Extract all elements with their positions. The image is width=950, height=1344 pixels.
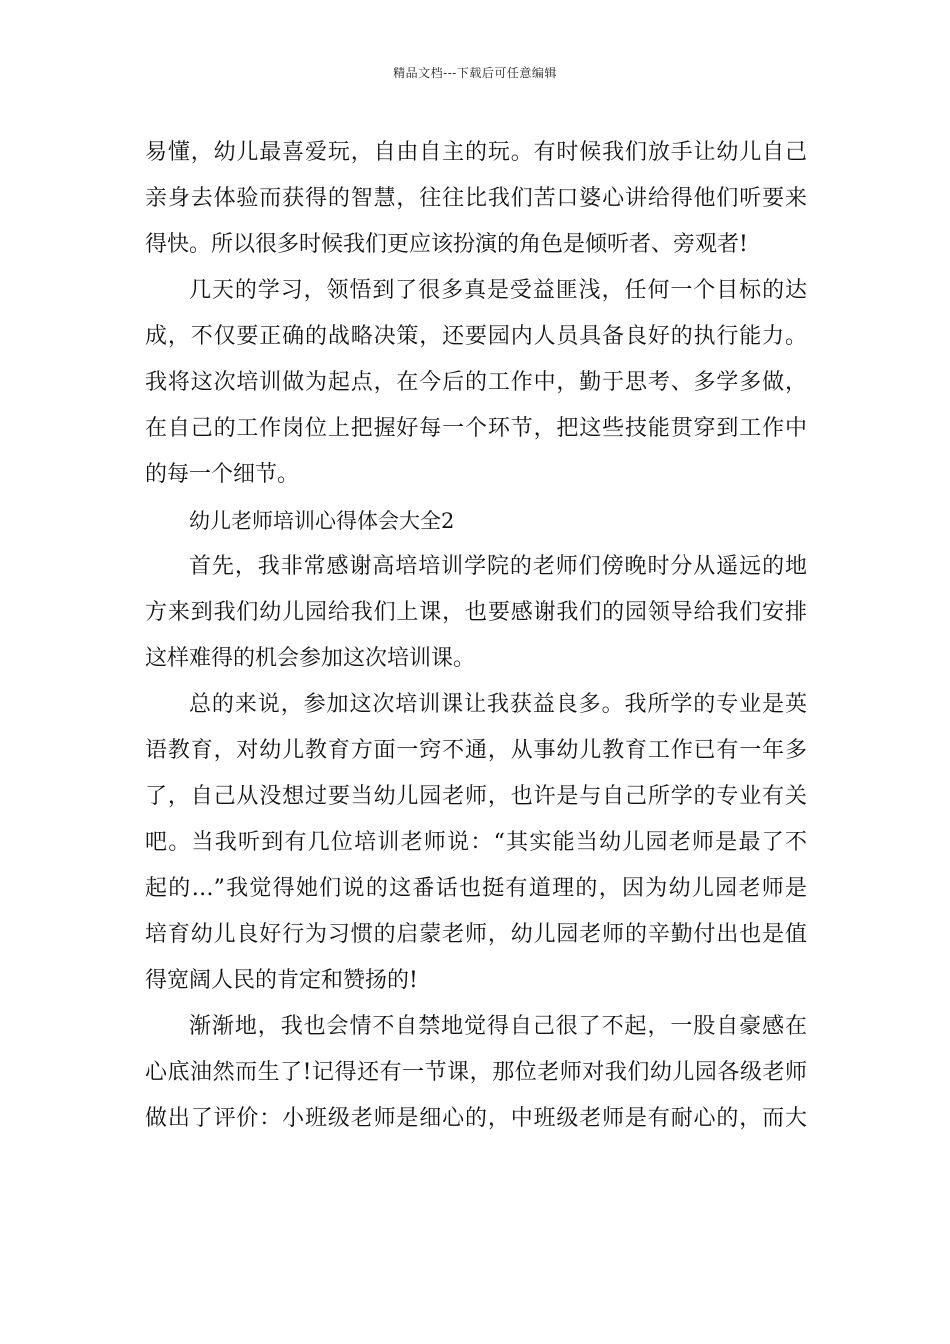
paragraph-line: 这样难得的机会参加这次培训课。 (145, 646, 476, 671)
paragraph-line: 培育幼儿良好行为习惯的启蒙老师，幼儿园老师的辛勤付出也是值 (145, 922, 807, 947)
paragraph-line: 起的…”我觉得她们说的这番话也挺有道理的，因为幼儿园老师是 (145, 876, 807, 901)
paragraph-line: 首先，我非常感谢高培培训学院的老师们傍晚时分从遥远的地 (189, 554, 807, 579)
page-header: 精品文档---下载后可任意编辑 (393, 66, 557, 80)
paragraph-line: 亲身去体验而获得的智慧，往往比我们苦口婆心讲给得他们听要来 (145, 186, 807, 211)
document-body (145, 130, 807, 1142)
paragraph-line: 吧。当我听到有几位培训老师说：“其实能当幼儿园老师是最了不 (145, 830, 807, 855)
paragraph-line: 几天的学习，领悟到了很多真是受益匪浅，任何一个目标的达 (189, 278, 807, 303)
paragraph-line: 渐渐地，我也会情不自禁地觉得自己很了不起，一股自豪感在 (189, 1014, 807, 1039)
paragraph-line: 易懂，幼儿最喜爱玩，自由自主的玩。有时候我们放手让幼儿自己 (145, 140, 807, 165)
paragraph-line: 做出了评价：小班级老师是细心的，中班级老师是有耐心的，而大 (145, 1106, 807, 1131)
paragraph-line: 在自己的工作岗位上把握好每一个环节，把这些技能贯穿到工作中 (145, 416, 807, 441)
paragraph-line: 方来到我们幼儿园给我们上课，也要感谢我们的园领导给我们安排 (145, 600, 807, 625)
paragraph-line: 得宽阔人民的肯定和赞扬的! (145, 968, 418, 993)
paragraph-line: 总的来说，参加这次培训课让我获益良多。我所学的专业是英 (189, 692, 807, 717)
paragraph-line: 了，自己从没想过要当幼儿园老师，也许是与自己所学的专业有关 (145, 784, 807, 809)
paragraph-line: 语教育，对幼儿教育方面一窍不通，从事幼儿教育工作已有一年多 (145, 738, 807, 763)
paragraph-line: 得快。所以很多时候我们更应该扮演的角色是倾听者、旁观者! (145, 232, 748, 257)
paragraph-line: 我将这次培训做为起点，在今后的工作中，勤于思考、多学多做， (145, 370, 807, 395)
paragraph-line: 心底油然而生了!记得还有一节课，那位老师对我们幼儿园各级老师 (145, 1060, 807, 1085)
section-heading: 幼儿老师培训心得体会大全2 (189, 509, 455, 533)
paragraph-line: 成，不仅要正确的战略决策，还要园内人员具备良好的执行能力。 (145, 324, 807, 349)
paragraph-line: 的每一个细节。 (145, 462, 300, 487)
